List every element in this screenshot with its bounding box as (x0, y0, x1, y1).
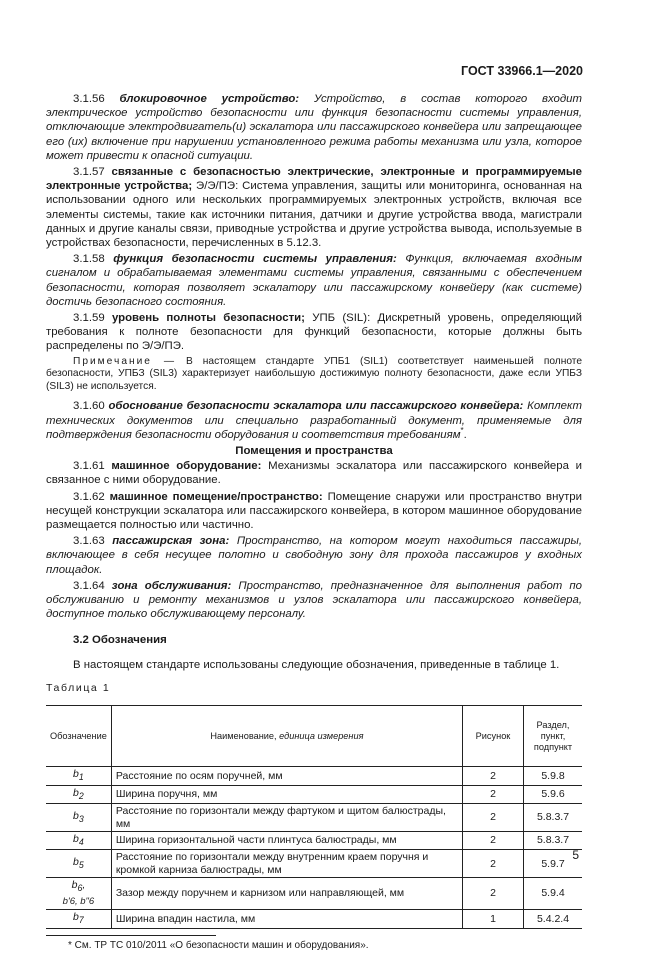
document-header: ГОСТ 33966.1—2020 (461, 64, 583, 78)
figure-cell: 2 (463, 850, 524, 878)
symbol-cell: $b_3$ (46, 804, 111, 832)
table-row (46, 831, 582, 850)
term-3-1-57: 3.1.57 связанные с безопасностью электрические, электронные и программируемые электронные устройства; Э/Э/ПЭ: Система управления, защиты или мониторинга, основанная на использовании одного или нескольких программируемых электронных устройств, включая все элементы системы, такие как источники питания, датчики и другие устройства ввода, магистрали данных и другие каналы связи, приводные устройства и другие устройства вывода, используемые в устройствах безопасности, перечисленных в 5.12.3. (46, 166, 582, 250)
name-cell: Ширина впадин настила, мм (111, 910, 462, 929)
symbols-table (46, 705, 582, 929)
header-symbol: Обозначение (46, 706, 111, 767)
header-figure: Рисунок (463, 706, 524, 767)
section-cell: 5.9.4 (524, 878, 583, 910)
symbol-cell: $b_4$ (46, 831, 111, 850)
section-cell: 5.9.6 (524, 785, 583, 804)
name-cell: Расстояние по осям поручней, мм (111, 767, 462, 786)
symbol-cell: $b_6$, b'6, b"6 (46, 878, 111, 910)
table-caption: Таблица 1 (46, 681, 111, 694)
symbol-cell: $b_7$ (46, 910, 111, 929)
term-3-1-62: 3.1.62 машинное помещение/пространство: Помещение снаружи или пространство внутри несущей конструкции эскалатора или пассажирского конвейера, в котором машинное оборудование размещается полностью или частично. (46, 490, 582, 532)
figure-cell: 2 (463, 804, 524, 832)
symbol-cell: $b_2$ (46, 785, 111, 804)
intro-text: В настоящем стандарте использованы следующие обозначения, приведенные в таблице 1. (73, 658, 560, 671)
section-cell: 5.4.2.4 (524, 910, 583, 929)
figure-cell: 2 (463, 878, 524, 910)
note: Примечание — В настоящем стандарте УПБ1 (SIL1) соответствует наименьшей полноте безопасности, УПБЗ (SIL3) характеризует наибольшую достижимую полноту безопасности, даже если УПБЗ (SIL3) не используется. (46, 355, 583, 392)
name-cell: Ширина горизонтальной части плинтуса балюстрады, мм (111, 831, 462, 850)
symbol-cell: $b_5$ (46, 850, 111, 878)
figure-cell: 2 (463, 785, 524, 804)
table-row (46, 785, 582, 804)
table-row (46, 910, 582, 929)
term-3-1-61: 3.1.61 машинное оборудование: Механизмы эскалатора или пассажирского конвейера и связанное с ними оборудование. (46, 460, 582, 487)
page-number: 5 (572, 848, 579, 862)
term-3-1-58: 3.1.58 функция безопасности системы управления: Функция, включаемая входным сигналом и обрабатываемая элементами системы управления, связанными с обеспечением безопасности, которая позволяет эскалатору или пассажирскому конвейеру (как системе) достичь безопасного состояния. (46, 253, 582, 308)
section-heading: Помещения и пространства (235, 445, 393, 458)
name-cell: Расстояние по горизонтали между внутренним краем поручня и кромкой карниза балюстрады, мм (111, 850, 462, 878)
subsection-heading: 3.2 Обозначения (73, 634, 167, 647)
section-cell: 5.8.3.7 (524, 804, 583, 832)
footnote: * См. ТР ТС 010/2011 «О безопасности машин и оборудования». (68, 939, 369, 951)
name-cell: Расстояние по горизонтали между фартуком и щитом балюстрады, мм (111, 804, 462, 832)
name-cell: Зазор между поручнем и карнизом или направляющей, мм (111, 878, 462, 910)
term-3-1-64: 3.1.64 зона обслуживания: Пространство, предназначенное для выполнения работ по обслуживанию и ремонту механизмов и узлов эскалатора или пассажирского конвейера, доступное только обслуживающему персоналу. (46, 579, 582, 621)
table-row (46, 878, 582, 910)
table-row (46, 767, 582, 786)
figure-cell: 2 (463, 831, 524, 850)
page-content (46, 92, 582, 953)
header-name: Наименование, единица измерения (111, 706, 462, 767)
section-cell: 5.9.8 (524, 767, 583, 786)
header-section: Раздел, пункт, подпункт (524, 706, 583, 767)
name-cell: Ширина поручня, мм (111, 785, 462, 804)
figure-cell: 2 (463, 767, 524, 786)
section-cell: 5.8.3.7 (524, 831, 583, 850)
section-cell: 5.9.7 (524, 850, 583, 878)
table-row (46, 850, 582, 878)
table-row (46, 804, 582, 832)
figure-cell: 1 (463, 910, 524, 929)
term-3-1-63: 3.1.63 пассажирская зона: Пространство, на котором могут находиться пассажиры, включающее в себя несущее полотно и свободную зону для прохода пассажиров у входных площадок. (46, 535, 583, 576)
table-header-row (46, 706, 582, 767)
symbol-cell: $b_1$ (46, 767, 111, 786)
term-3-1-60: 3.1.60 обоснование безопасности эскалатора или пассажирского конвейера: Комплект технических документов или специально разработанный документ, применяемые для подтверждения безопасности оборудования и соответствия требованиям*. (46, 400, 582, 441)
term-3-1-59: 3.1.59 уровень полноты безопасности; УПБ (SIL): Дискретный уровень, определяющий требования к полноте безопасности для функций безопасности, которые должны быть распределены по Э/Э/ПЭ. (46, 312, 582, 353)
term-3-1-56: 3.1.56 блокировочное устройство: Устройство, в состав которого входит электрическое устройство безопасности или функция безопасности системы управления, отключающие электродвигатель(и) эскалатора или пассажирского конвейера или запрещающее его (их) включение при нарушении установленного режима работы механизма или узла, которое может привести к опасной ситуации. (46, 93, 582, 162)
